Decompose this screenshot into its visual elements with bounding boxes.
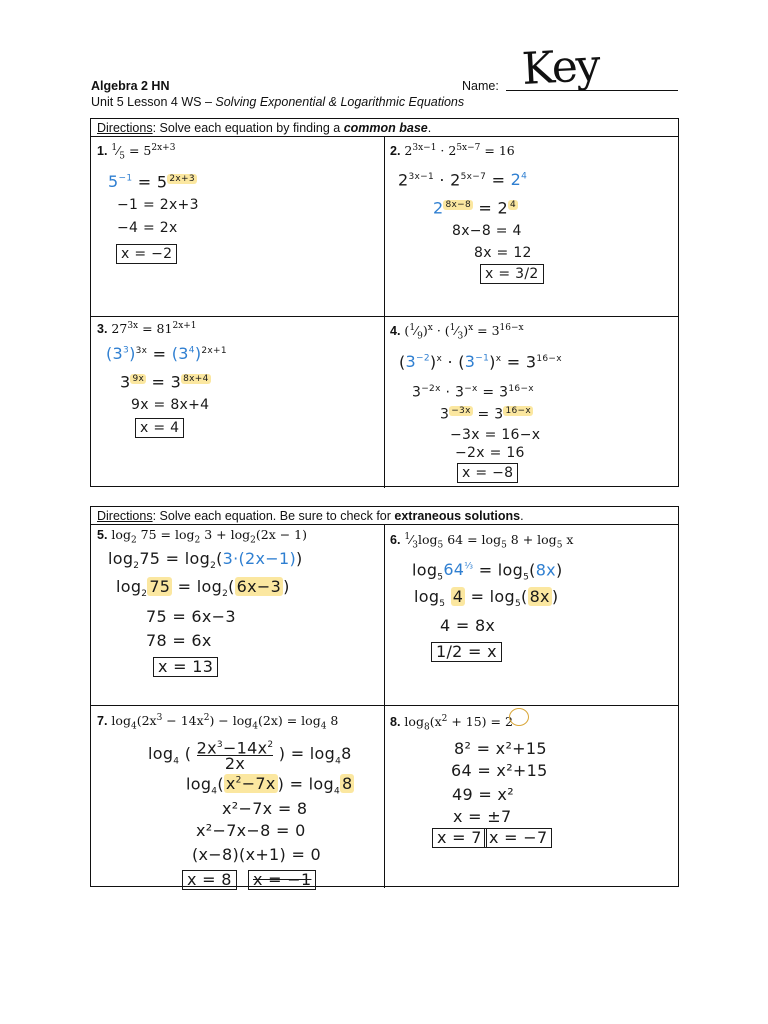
name-label: Name:	[462, 79, 499, 93]
problem-6-work-3: 4 = 8x	[440, 616, 496, 635]
problem-8-answer-2: x = −7	[484, 828, 552, 848]
problem-7-work-1: $\log_4$ ( $\frac{2x^3-14x^2}{2x}$ ) = $\log_48$	[148, 738, 352, 774]
problem-6-equation: 6. $^1⁄_3\log_5$ $64 = \log_5 8 + \log_5 x$	[390, 532, 574, 551]
divider	[91, 705, 678, 706]
problem-2-answer: x = 3/2	[480, 264, 544, 284]
problem-number: 2.	[390, 144, 401, 159]
problem-5-work-1: $\log_275 = \log_2(3\cdot(2x-1))$	[108, 549, 303, 572]
problem-7-rejected: x = −1	[248, 870, 316, 890]
problem-6-answer: 1/2 = x	[431, 642, 502, 662]
unit-prefix: Unit 5 Lesson 4 WS –	[91, 95, 216, 109]
problem-3-work-2: 3 $^{9x}$ = 3 $^{8x+4}$	[120, 372, 209, 392]
problem-8-equation: 8. $\log_8(x^2 + 15) = 2$	[390, 714, 513, 733]
problem-3-equation: 3. $27^{3x} = 81^{2x+1}$	[97, 321, 197, 337]
problem-5-answer: x = 13	[153, 657, 218, 677]
section1-directions	[91, 119, 678, 137]
problem-1-work-1: $5^{-1} = 5$ $^{2x+3}$	[108, 172, 195, 192]
problem-2-work-2: 2 $^{8x-8}$ = 2 $^4$	[433, 198, 517, 218]
name-signature: Key	[520, 40, 600, 95]
problem-6-work-1: $\log_564^{\frac{1}{3}} = \log_5(8x)$	[412, 560, 563, 583]
problem-5-work-4: 78 = 6x	[146, 631, 212, 650]
divider	[384, 137, 385, 488]
problem-3-work-1: $(3^3)^{3x} = (3^4)^{2x+1}$	[106, 344, 227, 364]
problem-2-work-3: 8x−8 = 4	[452, 223, 522, 239]
problem-4-answer: x = −8	[457, 463, 518, 483]
divider	[91, 316, 678, 317]
problem-7-equation: 7. $\log_4(2x^3 - 14x^2) - \log_4(2x) = \log_4 8$	[97, 713, 339, 732]
directions-end: .	[427, 121, 432, 135]
problem-8-answer: x = 7	[432, 828, 487, 848]
problem-8-work-1: 8² = x²+15	[454, 739, 547, 758]
problem-7-work-4: x²−7x−8 = 0	[196, 821, 306, 840]
problem-3-answer: x = 4	[135, 418, 184, 438]
course-title: Algebra 2 HN	[91, 79, 170, 93]
problem-2-work-4: 8x = 12	[474, 245, 532, 261]
directions-text: : Solve each equation. Be sure to check for	[152, 509, 395, 523]
problem-2-equation: 2. $2^{3x-1} \cdot 2^{5x-7} = 16$	[390, 143, 515, 159]
problem-7-answer: x = 8	[182, 870, 237, 890]
directions-emphasis: extraneous solutions	[394, 509, 521, 523]
problem-1-work-2: −1 = 2x+3	[117, 197, 199, 213]
problem-2-work-1: $2^{3x-1} \cdot 2^{5x-7} = 2^4$	[398, 170, 528, 190]
problem-number: 1.	[97, 144, 108, 159]
problem-7-work-3: x²−7x = 8	[222, 799, 308, 818]
unit-subtitle	[91, 95, 464, 110]
unit-title: Solving Exponential & Logarithmic Equations	[215, 95, 465, 109]
problem-8-work-4: x = ±7	[453, 807, 512, 826]
problem-number: 8.	[390, 715, 401, 730]
problem-number: 6.	[390, 533, 401, 548]
problem-7-work-5: (x−8)(x+1) = 0	[192, 845, 322, 864]
problem-5-work-3: 75 = 6x−3	[146, 607, 236, 626]
directions-label: Directions	[97, 121, 153, 135]
problem-number: 4.	[390, 324, 401, 339]
directions-end: .	[520, 509, 524, 523]
problem-8-work-3: 49 = x²	[452, 785, 514, 804]
divider	[384, 525, 385, 888]
directions-label: Directions	[97, 509, 153, 523]
problem-number: 3.	[97, 322, 108, 337]
problem-4-work-1: $(3^{-2})^x \cdot (3^{-1})^x = 3^{16-x}$	[399, 352, 562, 372]
problem-1-equation: 1. $^1⁄_5 = 5^{2x+3}$	[97, 143, 176, 162]
problem-3-work-3: 9x = 8x+4	[131, 397, 210, 413]
annotation-circle	[509, 708, 529, 726]
problem-4-work-4: −3x = 16−x	[450, 427, 541, 443]
problem-1-answer: x = −2	[116, 244, 177, 264]
problem-number: 7.	[97, 714, 108, 729]
problem-7-work-2: $\log_4$( $x^2-7x$ ) = $\log_4 8$	[186, 774, 353, 797]
problem-4-work-2: $3^{-2x} \cdot 3^{-x} = 3^{16-x}$	[412, 384, 534, 401]
problem-4-equation: 4. $(^1⁄_9)^x$ · $(^1⁄_3)^x = 3^{16-x}$	[390, 323, 524, 342]
directions-text: : Solve each equation by finding a	[152, 121, 344, 135]
problem-4-work-3: 3 $^{-3x}$ = 3 $^{16-x}$	[440, 406, 531, 423]
problem-1-work-3: −4 = 2x	[117, 220, 178, 236]
problem-5-work-2: $\log_2 75 = \log_2$( 6x−3 )	[116, 577, 290, 600]
problem-6-work-2: $\log_5 4 = \log_5$( 8x )	[414, 587, 559, 610]
problem-number: 5.	[97, 528, 108, 542]
directions-emphasis: common base	[343, 121, 428, 135]
problem-4-work-5: −2x = 16	[455, 445, 525, 461]
section2-directions	[91, 507, 678, 525]
problem-5-equation: 5. $\log_2 75 = \log_2 3 + \log_2(2x - 1)$	[97, 527, 307, 546]
problem-8-work-2: 64 = x²+15	[451, 761, 548, 780]
